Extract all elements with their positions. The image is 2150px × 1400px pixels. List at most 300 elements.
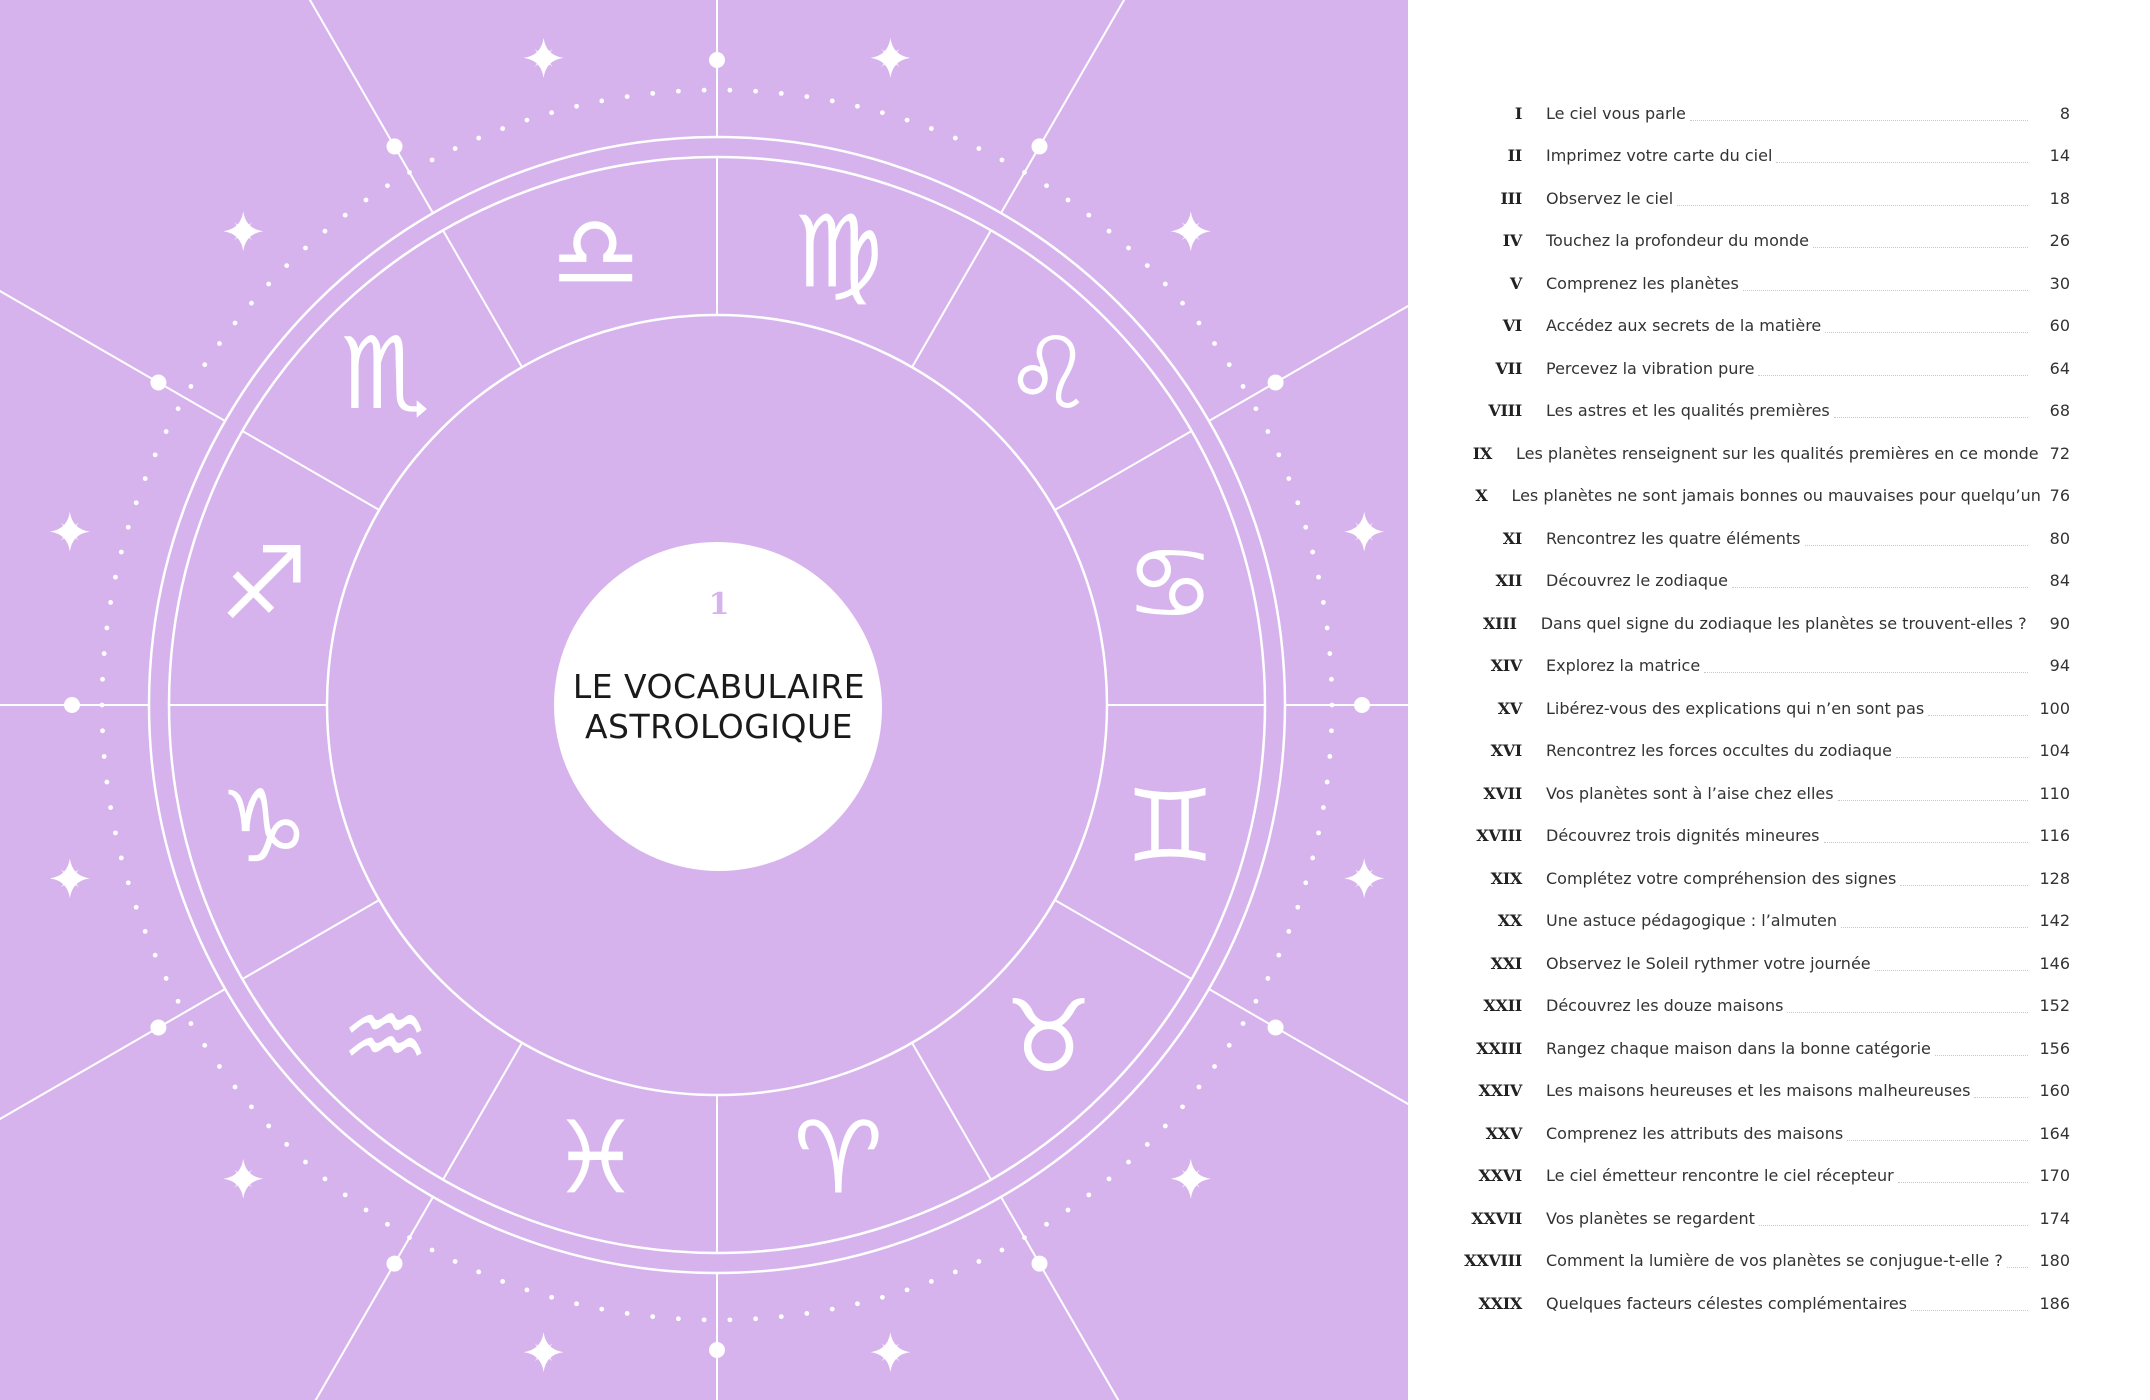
dotted-ring-dot bbox=[1107, 229, 1112, 234]
toc-chapter-title: Observez le ciel bbox=[1546, 189, 1677, 208]
leo-icon: ♌︎ bbox=[1003, 314, 1094, 432]
dotted-ring-dot bbox=[134, 905, 139, 910]
dotted-ring-dot bbox=[119, 856, 124, 861]
radial-line bbox=[1001, 0, 1408, 213]
toc-chapter-numeral: XIII bbox=[1483, 613, 1517, 633]
toc-entry[interactable] bbox=[1440, 135, 2070, 178]
dotted-ring-dot bbox=[1044, 1222, 1049, 1227]
gemini-icon: ♊︎ bbox=[1125, 767, 1215, 885]
dotted-ring-dot bbox=[855, 104, 860, 109]
dotted-ring-dot bbox=[625, 1311, 630, 1316]
dotted-ring-dot bbox=[266, 282, 271, 287]
dotted-ring-dot bbox=[1265, 429, 1270, 434]
dotted-ring-dot bbox=[284, 263, 289, 268]
dotted-ring-dot bbox=[407, 170, 412, 175]
toc-chapter-title: Rencontrez les quatre éléments bbox=[1546, 529, 1805, 548]
toc-chapter-numeral: XII bbox=[1495, 571, 1522, 591]
dotted-ring-dot bbox=[1286, 929, 1291, 934]
dotted-ring-dot bbox=[1044, 183, 1049, 188]
toc-entry[interactable] bbox=[1440, 517, 2070, 560]
dotted-ring-dot bbox=[385, 183, 390, 188]
dotted-ring-dot bbox=[266, 1124, 271, 1129]
toc-page-number: 142 bbox=[2028, 911, 2070, 930]
dotted-ring-dot bbox=[929, 126, 934, 131]
toc-entry[interactable] bbox=[1440, 815, 2070, 858]
toc-chapter-title: Comprenez les attributs des maisons bbox=[1546, 1124, 1847, 1143]
dotted-ring-dot bbox=[1022, 1235, 1027, 1240]
dotted-ring-dot bbox=[164, 976, 169, 981]
sector-divider bbox=[912, 1043, 991, 1180]
dotted-ring-dot bbox=[217, 1064, 222, 1069]
dotted-ring-dot bbox=[650, 1314, 655, 1319]
dotted-ring-dot bbox=[625, 94, 630, 99]
toc-entry[interactable] bbox=[1440, 390, 2070, 433]
toc-page-number: 100 bbox=[2028, 699, 2070, 718]
sector-divider bbox=[443, 230, 522, 367]
dotted-ring-dot bbox=[104, 626, 109, 631]
dotted-ring-dot bbox=[202, 362, 207, 367]
dotted-ring-dot bbox=[599, 98, 604, 103]
toc-chapter-title: Les maisons heureuses et les maisons malheureuses bbox=[1546, 1081, 1974, 1100]
toc-page-number: 14 bbox=[2028, 146, 2070, 165]
dotted-ring-dot bbox=[189, 384, 194, 389]
dotted-ring-dot bbox=[453, 146, 458, 151]
dotted-ring-dot bbox=[1145, 1142, 1150, 1147]
radial-line bbox=[0, 989, 225, 1400]
dotted-ring-dot bbox=[905, 1287, 910, 1292]
toc-entry[interactable] bbox=[1440, 177, 2070, 220]
toc-chapter-numeral: XXIX bbox=[1478, 1293, 1522, 1313]
toc-entry[interactable] bbox=[1440, 220, 2070, 263]
toc-page-number: 180 bbox=[2028, 1251, 2070, 1270]
dotted-ring-dot bbox=[385, 1222, 390, 1227]
toc-entry[interactable] bbox=[1440, 1282, 2070, 1325]
toc-dot-leader bbox=[1896, 757, 2028, 758]
toc-page-number: 174 bbox=[2028, 1209, 2070, 1228]
chapter-title-circle bbox=[556, 545, 882, 871]
dotted-ring-dot bbox=[1180, 301, 1185, 306]
toc-page-number: 94 bbox=[2028, 656, 2070, 675]
dotted-ring-dot bbox=[727, 1317, 732, 1322]
dotted-ring-dot bbox=[1180, 1104, 1185, 1109]
toc-chapter-title: Comprenez les planètes bbox=[1546, 274, 1743, 293]
axis-dot bbox=[387, 1256, 403, 1272]
toc-entry[interactable] bbox=[1440, 1155, 2070, 1198]
toc-chapter-title: Touchez la profondeur du monde bbox=[1546, 231, 1813, 250]
taurus-icon: ♉︎ bbox=[1003, 978, 1094, 1096]
toc-chapter-numeral: XXIII bbox=[1476, 1038, 1522, 1058]
dotted-ring-dot bbox=[113, 575, 118, 580]
dotted-ring-dot bbox=[189, 1021, 194, 1026]
toc-chapter-title: Imprimez votre carte du ciel bbox=[1546, 146, 1776, 165]
dotted-ring-dot bbox=[119, 550, 124, 555]
dotted-ring-dot bbox=[702, 88, 707, 93]
sector-divider bbox=[242, 431, 379, 510]
toc-chapter-numeral: IV bbox=[1502, 231, 1522, 251]
dotted-ring-dot bbox=[108, 805, 113, 810]
toc-chapter-title: Découvrez le zodiaque bbox=[1546, 571, 1732, 590]
dotted-ring-dot bbox=[249, 1104, 254, 1109]
chapter-title-line-2: ASTROLOGIQUE bbox=[584, 707, 854, 746]
dotted-ring-dot bbox=[1321, 805, 1326, 810]
dotted-ring-dot bbox=[574, 104, 579, 109]
toc-dot-leader bbox=[1824, 842, 2028, 843]
dotted-ring-dot bbox=[407, 1235, 412, 1240]
toc-page-number: 8 bbox=[2028, 104, 2070, 123]
toc-chapter-numeral: XXIV bbox=[1478, 1081, 1522, 1101]
dotted-ring-dot bbox=[1107, 1176, 1112, 1181]
dotted-ring-dot bbox=[1321, 600, 1326, 605]
toc-dot-leader bbox=[1898, 1182, 2028, 1183]
dotted-ring-dot bbox=[1086, 213, 1091, 218]
toc-page-number: 72 bbox=[2043, 444, 2070, 463]
dotted-ring-dot bbox=[1325, 626, 1330, 631]
toc-dot-leader bbox=[1732, 587, 2028, 588]
axis-dot bbox=[1268, 375, 1284, 391]
toc-entry[interactable] bbox=[1440, 645, 2070, 688]
radial-line bbox=[0, 0, 433, 213]
toc-chapter-title: Libérez-vous des explications qui n’en sont pas bbox=[1546, 699, 1928, 718]
toc-page-number: 146 bbox=[2028, 954, 2070, 973]
dotted-ring-dot bbox=[1212, 1064, 1217, 1069]
dotted-ring-dot bbox=[364, 1208, 369, 1213]
dotted-ring-dot bbox=[1330, 703, 1335, 708]
toc-page-number: 160 bbox=[2028, 1081, 2070, 1100]
dotted-ring-dot bbox=[676, 1316, 681, 1321]
toc-entry[interactable] bbox=[1440, 687, 2070, 730]
dotted-ring-dot bbox=[1329, 728, 1334, 733]
toc-page-number: 26 bbox=[2028, 231, 2070, 250]
dotted-ring-dot bbox=[1197, 321, 1202, 326]
toc-chapter-numeral: XIX bbox=[1490, 868, 1522, 888]
toc-chapter-numeral: VII bbox=[1495, 358, 1522, 378]
toc-dot-leader bbox=[1847, 1140, 2028, 1141]
dotted-ring-dot bbox=[976, 146, 981, 151]
toc-dot-leader bbox=[1911, 1310, 2028, 1311]
toc-entry[interactable] bbox=[1440, 602, 2070, 645]
dotted-ring-dot bbox=[1327, 754, 1332, 759]
dotted-ring-dot bbox=[453, 1259, 458, 1264]
dotted-ring-dot bbox=[830, 1307, 835, 1312]
dotted-ring-dot bbox=[855, 1301, 860, 1306]
toc-chapter-numeral: II bbox=[1507, 146, 1522, 166]
toc-page-number: 84 bbox=[2028, 571, 2070, 590]
dotted-ring-dot bbox=[1066, 1208, 1071, 1213]
toc-page-number: 90 bbox=[2031, 614, 2070, 633]
chapter-title-line-1: LE VOCABULAIRE bbox=[572, 667, 866, 706]
pisces-icon: ♓︎ bbox=[550, 1099, 641, 1217]
toc-entry[interactable] bbox=[1440, 857, 2070, 900]
toc-entry[interactable] bbox=[1440, 985, 2070, 1028]
dotted-ring-dot bbox=[702, 1317, 707, 1322]
radial-line bbox=[1209, 0, 1408, 421]
toc-chapter-numeral: XI bbox=[1502, 528, 1522, 548]
toc-page-number: 30 bbox=[2028, 274, 2070, 293]
dotted-ring-dot bbox=[1241, 384, 1246, 389]
aquarius-icon: ♒︎ bbox=[340, 978, 431, 1096]
libra-icon: ♎︎ bbox=[550, 193, 641, 311]
toc-chapter-title: Vos planètes sont à l’aise chez elles bbox=[1546, 784, 1838, 803]
toc-chapter-title: Complétez votre compréhension des signes bbox=[1546, 869, 1900, 888]
dotted-ring-dot bbox=[779, 1314, 784, 1319]
cancer-icon: ♋︎ bbox=[1125, 525, 1215, 643]
toc-page-number: 156 bbox=[2028, 1039, 2070, 1058]
axis-dot bbox=[387, 138, 403, 154]
dotted-ring-dot bbox=[1163, 1124, 1168, 1129]
toc-chapter-numeral: XXI bbox=[1490, 953, 1522, 973]
toc-chapter-numeral: XXII bbox=[1483, 996, 1522, 1016]
dotted-ring-dot bbox=[113, 830, 118, 835]
toc-entry[interactable] bbox=[1440, 1027, 2070, 1070]
dotted-ring-dot bbox=[1303, 525, 1308, 530]
dotted-ring-dot bbox=[500, 126, 505, 131]
toc-chapter-title: Comment la lumière de vos planètes se conjugue-t-elle ? bbox=[1546, 1251, 2007, 1270]
toc-chapter-title: Le ciel vous parle bbox=[1546, 104, 1690, 123]
dotted-ring-dot bbox=[1316, 575, 1321, 580]
dotted-ring-dot bbox=[953, 136, 958, 141]
toc-page-number: 104 bbox=[2028, 741, 2070, 760]
toc-dot-leader bbox=[1759, 1225, 2028, 1226]
dotted-ring-dot bbox=[102, 651, 107, 656]
dotted-ring-dot bbox=[1227, 362, 1232, 367]
toc-dot-leader bbox=[1690, 120, 2028, 121]
toc-dot-leader bbox=[1900, 885, 2028, 886]
dotted-ring-dot bbox=[430, 1248, 435, 1253]
toc-chapter-numeral: VI bbox=[1502, 316, 1522, 336]
toc-page-number: 170 bbox=[2028, 1166, 2070, 1185]
dotted-ring-dot bbox=[549, 110, 554, 115]
toc-entry[interactable] bbox=[1440, 92, 2070, 135]
dotted-ring-dot bbox=[476, 1270, 481, 1275]
dotted-ring-dot bbox=[153, 452, 158, 457]
dotted-ring-dot bbox=[1295, 500, 1300, 505]
dotted-ring-dot bbox=[1163, 282, 1168, 287]
dotted-ring-dot bbox=[1329, 677, 1334, 682]
toc-dot-leader bbox=[1758, 375, 2028, 376]
sector-divider bbox=[242, 900, 379, 979]
axis-dot bbox=[150, 1020, 166, 1036]
toc-entry[interactable] bbox=[1440, 1197, 2070, 1240]
dotted-ring-dot bbox=[599, 1307, 604, 1312]
dotted-ring-dot bbox=[1276, 452, 1281, 457]
dotted-ring-dot bbox=[1325, 780, 1330, 785]
toc-chapter-title: Les planètes renseignent sur les qualités premières en ce monde bbox=[1516, 444, 2043, 463]
dotted-ring-dot bbox=[830, 98, 835, 103]
toc-chapter-numeral: X bbox=[1475, 486, 1488, 506]
dotted-ring-dot bbox=[1241, 1021, 1246, 1026]
dotted-ring-dot bbox=[1126, 246, 1131, 251]
toc-dot-leader bbox=[1841, 927, 2028, 928]
axis-dot bbox=[64, 697, 80, 713]
toc-page-number: 110 bbox=[2028, 784, 2070, 803]
dotted-ring-dot bbox=[343, 1192, 348, 1197]
dotted-ring-dot bbox=[1310, 550, 1315, 555]
toc-chapter-title: Une astuce pédagogique : l’almuten bbox=[1546, 911, 1841, 930]
dotted-ring-dot bbox=[249, 301, 254, 306]
toc-chapter-numeral: VIII bbox=[1488, 401, 1522, 421]
toc-chapter-title: Découvrez trois dignités mineures bbox=[1546, 826, 1824, 845]
dotted-ring-dot bbox=[753, 1316, 758, 1321]
dotted-ring-dot bbox=[976, 1259, 981, 1264]
toc-chapter-title: Percevez la vibration pure bbox=[1546, 359, 1758, 378]
dotted-ring-dot bbox=[1254, 999, 1259, 1004]
sector-divider bbox=[443, 1043, 522, 1180]
dotted-ring-dot bbox=[1212, 341, 1217, 346]
axis-dot bbox=[709, 1342, 725, 1358]
dotted-ring-dot bbox=[153, 953, 158, 958]
dotted-ring-dot bbox=[525, 118, 530, 123]
capricorn-icon: ♑︎ bbox=[219, 767, 309, 885]
toc-page-number: 152 bbox=[2028, 996, 2070, 1015]
toc-dot-leader bbox=[1677, 205, 2028, 206]
toc-entry[interactable] bbox=[1440, 942, 2070, 985]
dotted-ring-dot bbox=[1126, 1160, 1131, 1165]
dotted-ring-dot bbox=[549, 1295, 554, 1300]
dotted-ring-dot bbox=[126, 880, 131, 885]
toc-dot-leader bbox=[1974, 1097, 2028, 1098]
toc-dot-leader bbox=[1743, 290, 2028, 291]
toc-chapter-numeral: XXVI bbox=[1478, 1166, 1522, 1186]
dotted-ring-dot bbox=[1145, 263, 1150, 268]
toc-page-number: 76 bbox=[2045, 486, 2070, 505]
toc-chapter-numeral: XVII bbox=[1483, 783, 1522, 803]
dotted-ring-dot bbox=[176, 999, 181, 1004]
dotted-ring-dot bbox=[727, 88, 732, 93]
dotted-ring-dot bbox=[1327, 651, 1332, 656]
dotted-ring-dot bbox=[880, 1295, 885, 1300]
dotted-ring-dot bbox=[104, 780, 109, 785]
radial-line bbox=[1209, 989, 1408, 1400]
toc-chapter-title: Rencontrez les forces occultes du zodiaque bbox=[1546, 741, 1896, 760]
toc-dot-leader bbox=[2007, 1267, 2028, 1268]
dotted-ring-dot bbox=[1066, 198, 1071, 203]
dotted-ring-dot bbox=[804, 94, 809, 99]
dotted-ring-dot bbox=[929, 1279, 934, 1284]
dotted-ring-dot bbox=[880, 110, 885, 115]
toc-chapter-numeral: I bbox=[1514, 103, 1522, 123]
dotted-ring-dot bbox=[134, 500, 139, 505]
dotted-ring-dot bbox=[430, 158, 435, 163]
dotted-ring-dot bbox=[143, 929, 148, 934]
dotted-ring-dot bbox=[476, 136, 481, 141]
toc-entry[interactable] bbox=[1440, 730, 2070, 773]
dotted-ring-dot bbox=[1303, 880, 1308, 885]
radial-line bbox=[0, 0, 225, 421]
axis-dot bbox=[1354, 697, 1370, 713]
toc-chapter-title: Découvrez les douze maisons bbox=[1546, 996, 1787, 1015]
toc-page-number: 64 bbox=[2028, 359, 2070, 378]
dotted-ring-dot bbox=[126, 525, 131, 530]
dotted-ring-dot bbox=[364, 198, 369, 203]
axis-dot bbox=[150, 375, 166, 391]
toc-page-number: 186 bbox=[2028, 1294, 2070, 1313]
dotted-ring-dot bbox=[1227, 1043, 1232, 1048]
toc-dot-leader bbox=[1825, 332, 2028, 333]
toc-chapter-numeral: XXV bbox=[1485, 1123, 1522, 1143]
toc-entry[interactable] bbox=[1440, 1070, 2070, 1113]
dotted-ring-dot bbox=[1310, 856, 1315, 861]
toc-entry[interactable] bbox=[1440, 347, 2070, 390]
toc-entry[interactable] bbox=[1440, 772, 2070, 815]
toc-chapter-numeral: XVI bbox=[1490, 741, 1522, 761]
dotted-ring-dot bbox=[303, 246, 308, 251]
toc-entry[interactable] bbox=[1440, 475, 2070, 518]
axis-dot bbox=[1032, 1256, 1048, 1272]
toc-dot-leader bbox=[1928, 715, 2028, 716]
dotted-ring-dot bbox=[233, 321, 238, 326]
toc-chapter-numeral: XIV bbox=[1490, 656, 1522, 676]
dotted-ring-dot bbox=[100, 728, 105, 733]
dotted-ring-dot bbox=[102, 754, 107, 759]
toc-page-number: 164 bbox=[2028, 1124, 2070, 1143]
toc-entry[interactable] bbox=[1440, 432, 2070, 475]
toc-entry[interactable] bbox=[1440, 262, 2070, 305]
dotted-ring-dot bbox=[905, 118, 910, 123]
toc-dot-leader bbox=[1875, 970, 2028, 971]
toc-chapter-title: Accédez aux secrets de la matière bbox=[1546, 316, 1825, 335]
dotted-ring-dot bbox=[1086, 1192, 1091, 1197]
toc-chapter-title: Le ciel émetteur rencontre le ciel récepteur bbox=[1546, 1166, 1898, 1185]
toc-chapter-title: Quelques facteurs célestes complémentaires bbox=[1546, 1294, 1911, 1313]
toc-page-number: 128 bbox=[2028, 869, 2070, 888]
toc-chapter-numeral: XXVII bbox=[1471, 1208, 1522, 1228]
aries-icon: ♈︎ bbox=[793, 1099, 884, 1217]
dotted-ring-dot bbox=[500, 1279, 505, 1284]
toc-dot-leader bbox=[1935, 1055, 2028, 1056]
radial-line bbox=[0, 1197, 433, 1400]
toc-dot-leader bbox=[1805, 545, 2029, 546]
toc-page-number: 60 bbox=[2028, 316, 2070, 335]
toc-chapter-title: Explorez la matrice bbox=[1546, 656, 1704, 675]
dotted-ring-dot bbox=[323, 1176, 328, 1181]
toc-dot-leader bbox=[1838, 800, 2028, 801]
dotted-ring-dot bbox=[323, 229, 328, 234]
dotted-ring-dot bbox=[233, 1085, 238, 1090]
dotted-ring-dot bbox=[176, 406, 181, 411]
dotted-ring-dot bbox=[100, 677, 105, 682]
sector-divider bbox=[912, 230, 991, 367]
toc-chapter-title: Observez le Soleil rythmer votre journée bbox=[1546, 954, 1875, 973]
toc-entry[interactable] bbox=[1440, 1240, 2070, 1283]
toc-dot-leader bbox=[1813, 247, 2028, 248]
dotted-ring-dot bbox=[676, 89, 681, 94]
toc-chapter-numeral: XVIII bbox=[1476, 826, 1522, 846]
toc-entry[interactable] bbox=[1440, 1112, 2070, 1155]
dotted-ring-dot bbox=[303, 1160, 308, 1165]
toc-chapter-numeral: XV bbox=[1497, 698, 1522, 718]
axis-dot bbox=[1268, 1020, 1284, 1036]
axis-dot bbox=[1032, 138, 1048, 154]
dotted-ring-dot bbox=[525, 1287, 530, 1292]
dotted-ring-dot bbox=[1316, 830, 1321, 835]
toc-entry[interactable] bbox=[1440, 305, 2070, 348]
toc-chapter-numeral: XXVIII bbox=[1464, 1251, 1522, 1271]
toc-entry[interactable] bbox=[1440, 560, 2070, 603]
toc-page-number: 116 bbox=[2028, 826, 2070, 845]
sector-divider bbox=[1055, 900, 1192, 979]
dotted-ring-dot bbox=[1254, 406, 1259, 411]
toc-chapter-title: Dans quel signe du zodiaque les planètes se trouvent-elles ? bbox=[1541, 614, 2031, 633]
dotted-ring-dot bbox=[1276, 953, 1281, 958]
dotted-ring-dot bbox=[1000, 158, 1005, 163]
toc-chapter-numeral: IX bbox=[1472, 443, 1493, 463]
toc-dot-leader bbox=[1704, 672, 2028, 673]
toc-chapter-title: Les planètes ne sont jamais bonnes ou mauvaises pour quelqu’un bbox=[1511, 486, 2044, 505]
dotted-ring-dot bbox=[1265, 976, 1270, 981]
chapter-title bbox=[556, 667, 882, 747]
toc-entry[interactable] bbox=[1440, 900, 2070, 943]
dotted-ring-dot bbox=[108, 600, 113, 605]
